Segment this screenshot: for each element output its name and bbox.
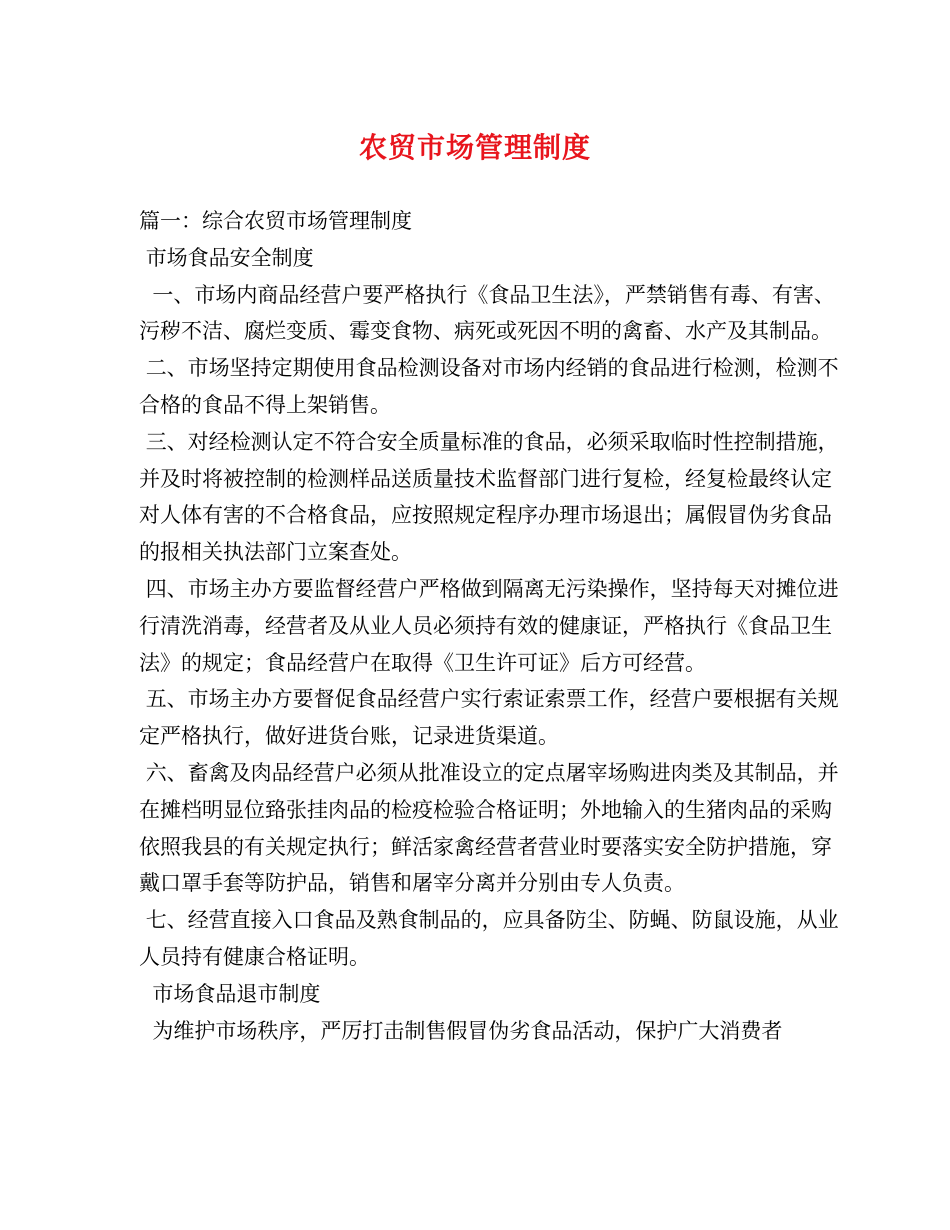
paragraph: 六、畜禽及肉品经营户必须从批准设立的定点屠宰场购进肉类及其制品，并在摊档明显位臵张挂肉品的检疫检验合格证明；外地输入的生猪肉品的采购依照我县的有关规定执行；鲜活家禽经营者营业时要落实安全防护措施，穿戴口罩手套等防护品，销售和屠宰分离并分别由专人负责。 [139,760,839,896]
paragraph: 五、市场主办方要督促食品经营户实行索证索票工作，经营户要根据有关规定严格执行，做好进货台账，记录进货渠道。 [139,687,839,749]
document-title: 农贸市场管理制度 [358,131,591,164]
document-body [139,203,839,1049]
paragraph: 市场食品安全制度 [139,245,314,270]
paragraph: 篇一：综合农贸市场管理制度 [139,209,412,233]
paragraph: 四、市场主办方要监督经营户严格做到隔离无污染操作，坚持每天对摊位进行清洗消毒，经营者及从业人员必须持有效的健康证，严格执行《食品卫生法》的规定；食品经营户在取得《卫生许可证》后方可经营。 [139,576,839,675]
paragraph: 七、经营直接入口食品及熟食制品的，应具备防尘、防蝇、防鼠设施，从业人员持有健康合格证明。 [139,908,839,969]
paragraph: 二、市场坚持定期使用食品检测设备对市场内经销的食品进行检测，检测不合格的食品不得上架销售。 [139,356,839,417]
paragraph: 为维护市场秩序，严厉打击制售假冒伪劣食品活动，保护广大消费者 [139,1018,783,1043]
paragraph: 一、市场内商品经营户要严格执行《食品卫生法》，严禁销售有毒、有害、污秽不洁、腐烂变质、霉变食物、病死或死因不明的禽畜、水产及其制品。 [139,282,835,344]
paragraph: 市场食品退市制度 [139,981,321,1006]
paragraph: 三、对经检测认定不符合安全质量标准的食品，必须采取临时性控制措施，并及时将被控制的检测样品送质量技术监督部门进行复检，经复检最终认定对人体有害的不合格食品，应按照规定程序办理市场退出；属假冒伪劣食品的报相关执法部门立案查处。 [139,429,839,565]
